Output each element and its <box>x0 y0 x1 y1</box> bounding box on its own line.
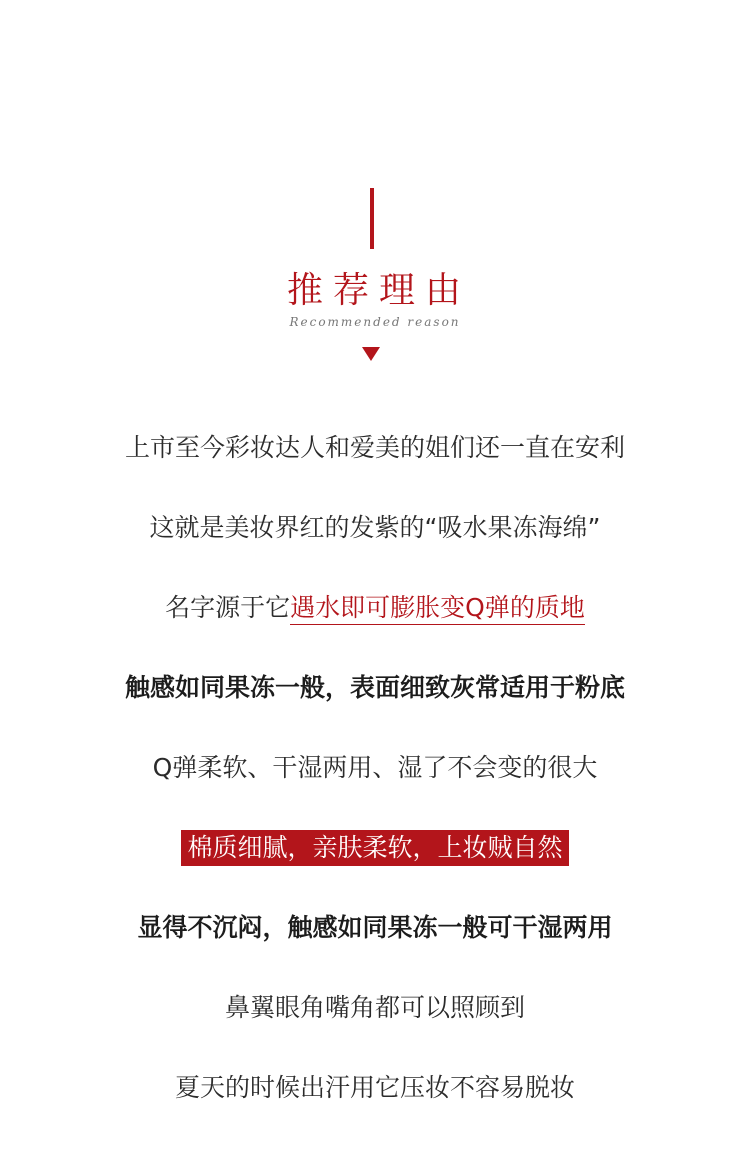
description-line-7: 显得不沉闷，触感如同果冻一般可干湿两用 <box>137 913 613 942</box>
section-title: 推荐理由 <box>286 270 471 311</box>
underlined-highlight-text: 遇水即可膨胀变Q弹的质地 <box>290 593 585 625</box>
description-line-4: 触感如同果冻一般，表面细致灰常适用于粉底 <box>124 673 625 702</box>
description-line-9: 夏天的时候出汗用它压妆不容易脱妆 <box>174 1073 575 1102</box>
vertical-accent-line <box>370 188 374 249</box>
description-line-8: 鼻翼眼角嘴角都可以照顾到 <box>224 993 525 1022</box>
description-line-2: 这就是美妆界红的发紫的“吸水果冻海绵” <box>149 513 601 542</box>
description-line-6 <box>0 828 750 868</box>
down-triangle-icon <box>362 347 380 361</box>
description-line-5: Q弹柔软、干湿两用、湿了不会变的很大 <box>152 753 598 782</box>
description-line-3 <box>0 588 750 628</box>
description-line-1: 上市至今彩妆达人和爱美的姐们还一直在安利 <box>124 433 625 462</box>
description-line-3-prefix: 名字源于它 <box>165 593 291 622</box>
highlight-box-text: 棉质细腻，亲肤柔软，上妆贼自然 <box>181 830 568 866</box>
section-subtitle: Recommended reason <box>289 315 461 329</box>
